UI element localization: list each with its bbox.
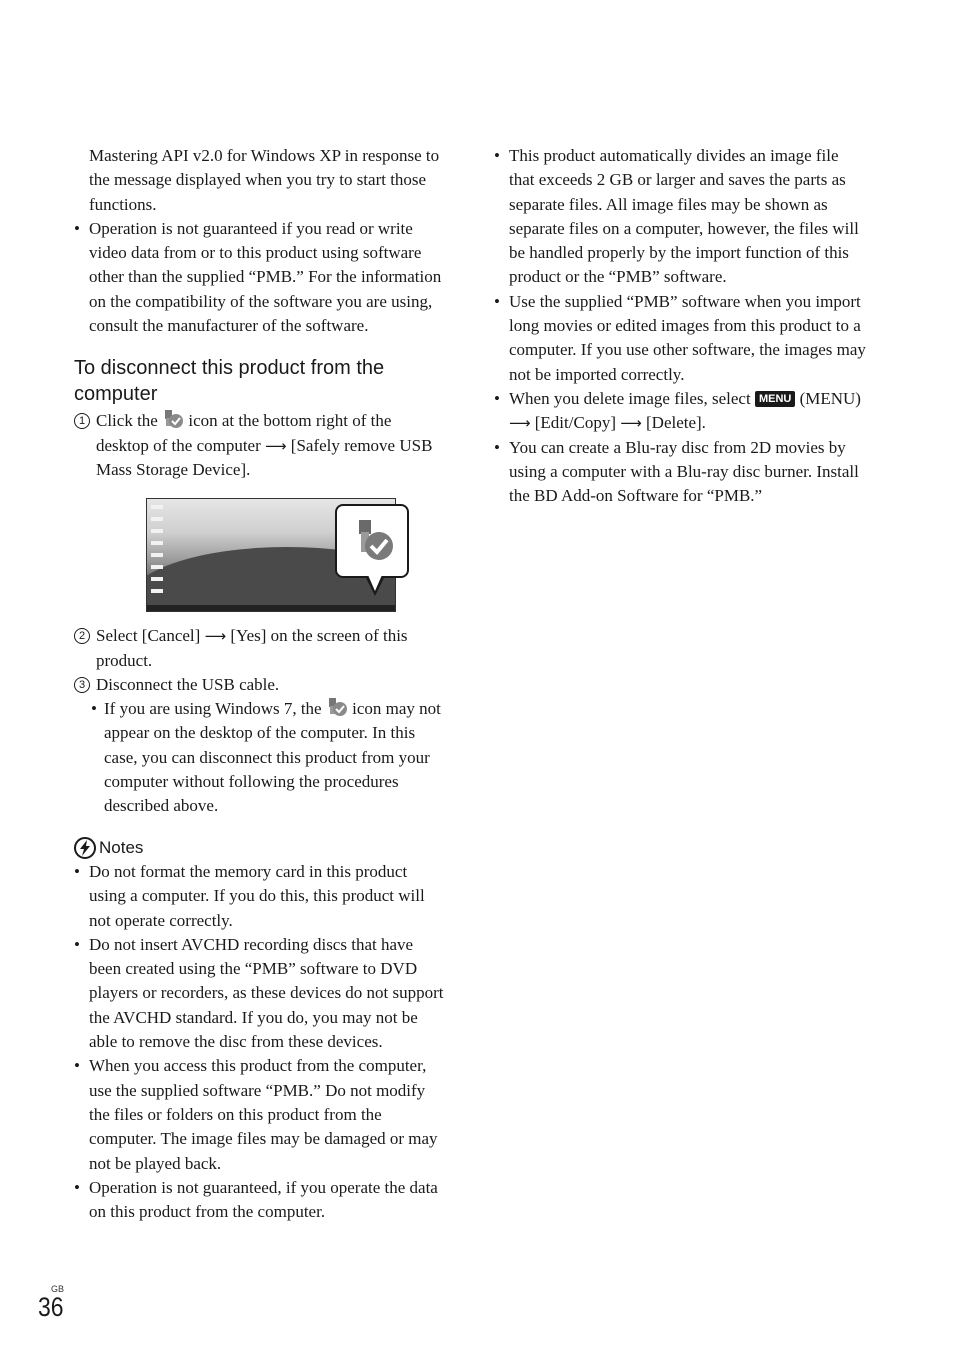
note-item: • Do not insert AVCHD recording discs that have been created using the “PMB” software to DVD players or recorders, as these devices do not support the AVCHD standard. If you do, you may not be able to remove the disc from these devices. [74, 933, 446, 1054]
arrow-glyph: ⟶ [204, 627, 227, 646]
arrow-glyph: ⟶ [509, 414, 531, 433]
right-column [494, 144, 868, 508]
taskbar [147, 605, 395, 611]
step-2: 2 Select [Cancel] ⟶ [Yes] on the screen of this product. [74, 624, 446, 673]
step-1: 1 Click the icon at the bottom right of the desktop of the computer ⟶ [Safely remove USB Mass Storage Device]. [74, 409, 446, 482]
note-item: • Operation is not guaranteed, if you operate the data on this product from the computer. [74, 1176, 446, 1225]
notes-lightning-icon [74, 837, 96, 859]
arrow-glyph: ⟶ [620, 414, 642, 433]
notes-heading: Notes [74, 836, 446, 860]
icon-callout [335, 504, 409, 578]
desktop-screenshot-figure [146, 494, 416, 614]
step-number-3: 3 [74, 677, 90, 693]
arrow-glyph: ⟶ [265, 436, 287, 455]
bullet-file-split: • This product automatically divides an image file that exceeds 2 GB or larger and saves the parts as separate files. All image files may be shown as separate files on a computer, however, the files will be handled properly by the import function of this product or the “PMB” software. [494, 144, 868, 290]
usb-safely-remove-icon-large [351, 518, 397, 564]
section-heading: To disconnect this product from the computer [74, 357, 385, 406]
page-number: 36 [38, 1292, 64, 1322]
note-item: • Do not format the memory card in this product using a computer. If you do this, this product will not operate correctly. [74, 860, 446, 933]
usb-safely-remove-icon [326, 697, 348, 717]
step-3: 3 Disconnect the USB cable. [74, 673, 446, 697]
windows7-note: • If you are using Windows 7, the icon may not appear on the desktop of the computer. In this case, you can disconnect this product from your computer without following the procedures described above. [74, 697, 446, 818]
intro-continuation: Mastering API v2.0 for Windows XP in response to the message displayed when you try to start those functions. [89, 146, 440, 214]
menu-badge: MENU [755, 391, 795, 407]
page-language: GB [51, 1284, 65, 1294]
usb-safely-remove-icon [162, 409, 184, 429]
bullet-use-pmb: • Use the supplied “PMB” software when you import long movies or edited images from this product to a computer. If you use other software, the images may not be imported correctly. [494, 290, 868, 387]
bullet-operation: • Operation is not guaranteed if you read or write video data from or to this product using software other than the supplied “PMB.” For the information on the compatibility of the software you are using, consult the manufacturer of the software. [74, 217, 446, 338]
bullet-delete-files: • When you delete image files, select MENU (MENU) ⟶ [Edit/Copy] ⟶ [Delete]. [494, 387, 868, 436]
desktop-icons [151, 505, 163, 601]
step-number-2: 2 [74, 628, 90, 644]
left-column [74, 144, 446, 1224]
note-item: • When you access this product from the computer, use the supplied software “PMB.” Do not modify the files or folders on this product from the computer. The image files may be damaged or may not be played back. [74, 1054, 446, 1175]
bullet-bluray: • You can create a Blu-ray disc from 2D movies by using a computer with a Blu-ray disc burner. Install the BD Add-on Software for “PMB.” [494, 436, 868, 509]
step-number-1: 1 [74, 413, 90, 429]
